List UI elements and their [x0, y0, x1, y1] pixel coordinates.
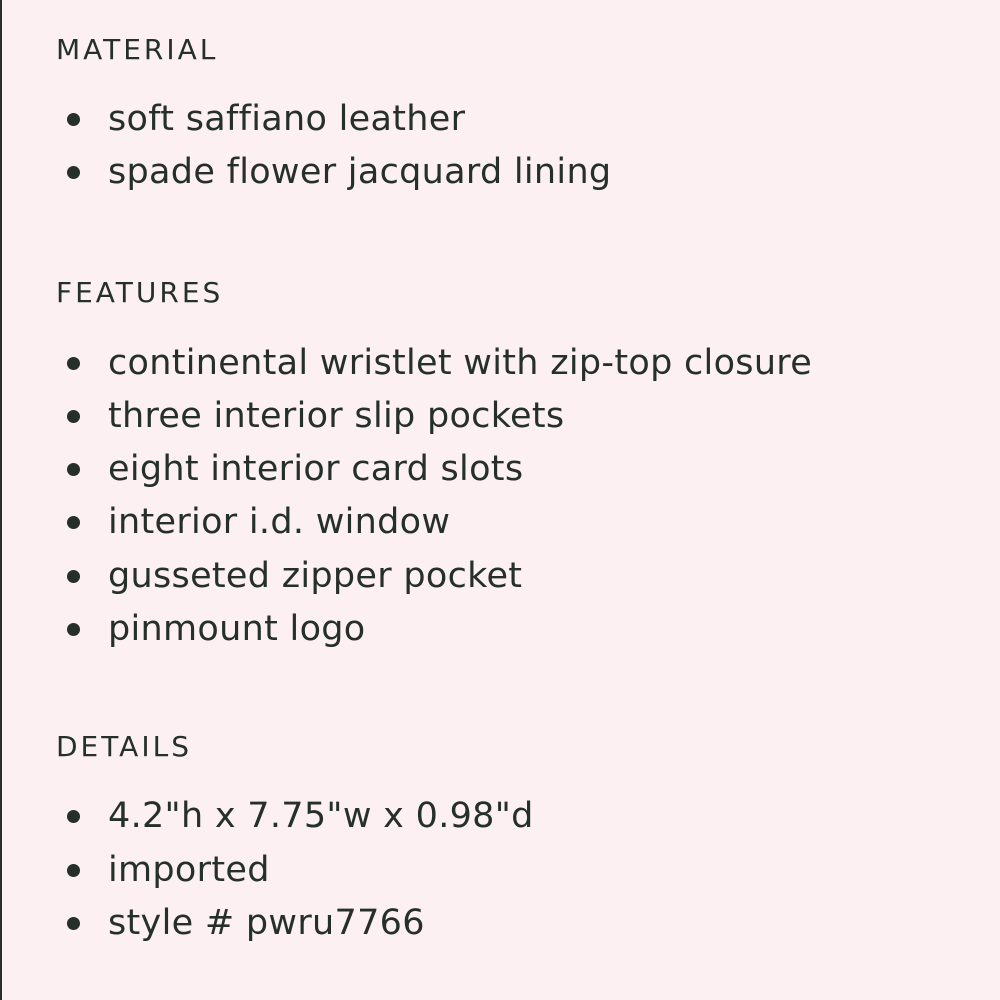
- bullet-icon: [67, 917, 80, 930]
- bullet-icon: [67, 810, 80, 823]
- details-list: [56, 790, 956, 950]
- list-item-text: spade flower jacquard lining: [108, 152, 612, 193]
- bullet-icon: [67, 516, 80, 529]
- list-item-text: pinmount logo: [108, 609, 366, 650]
- details-heading: DETAILS: [56, 730, 192, 764]
- material-section: [56, 32, 956, 200]
- list-item: [56, 337, 956, 390]
- list-item: [56, 443, 956, 496]
- list-item-text: continental wristlet with zip-top closure: [108, 342, 813, 383]
- list-item-text: eight interior card slots: [108, 449, 524, 490]
- bullet-icon: [67, 570, 80, 583]
- list-item: [56, 390, 956, 443]
- bullet-icon: [67, 410, 80, 423]
- list-item-text: style # pwru7766: [108, 902, 425, 943]
- list-item-text: imported: [108, 849, 270, 890]
- bullet-icon: [67, 463, 80, 476]
- bullet-icon: [67, 357, 80, 370]
- material-heading: MATERIAL: [56, 33, 219, 66]
- list-item-text: 4.2"h x 7.75"w x 0.98"d: [108, 796, 534, 837]
- material-list: [56, 93, 956, 200]
- list-item-text: gusseted zipper pocket: [108, 555, 523, 596]
- list-item: [56, 146, 956, 199]
- features-heading: FEATURES: [56, 275, 224, 309]
- list-item: [56, 897, 956, 950]
- bullet-icon: [67, 166, 80, 179]
- list-item: [56, 603, 956, 656]
- list-item-text: soft saffiano leather: [108, 99, 466, 139]
- list-item: [56, 93, 956, 146]
- list-item-text: interior i.d. window: [108, 502, 451, 543]
- product-description: [56, 32, 956, 950]
- list-item: [56, 844, 956, 897]
- list-item: [56, 790, 956, 843]
- details-section: [56, 729, 956, 950]
- features-list: [56, 337, 956, 657]
- bullet-icon: [67, 623, 80, 636]
- features-section: [56, 275, 956, 657]
- left-border-line: [0, 0, 2, 1000]
- list-item-text: three interior slip pockets: [108, 395, 565, 436]
- bullet-icon: [67, 113, 80, 126]
- list-item: [56, 550, 956, 603]
- list-item: [56, 496, 956, 549]
- bullet-icon: [67, 864, 80, 877]
